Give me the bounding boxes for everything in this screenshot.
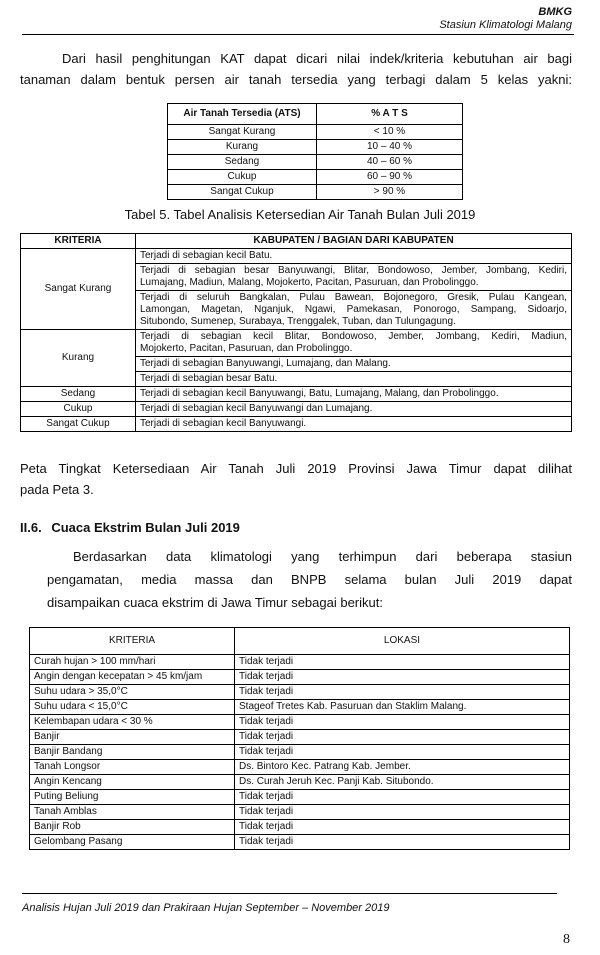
table5-cell-line: Lumajang, Madiun, Malang, Mojokerto, Pacitan, Pasuruan, dan Probolinggo. bbox=[140, 277, 479, 288]
peta-line-1: Peta Tingkat Ketersediaan Air Tanah Juli 2019 Provinsi Jawa Timur dapat dilihat bbox=[20, 461, 572, 476]
section-heading bbox=[20, 520, 240, 535]
table5-cell: Terjadi di sebagian kecil Batu. bbox=[136, 249, 572, 264]
table-row bbox=[30, 730, 570, 745]
table-row bbox=[30, 700, 570, 715]
table-row bbox=[21, 234, 572, 249]
intro-line-2: tanaman dalam bentuk persen air tanah tersedia yang terbagi dalam 5 kelas yakni: bbox=[20, 72, 572, 87]
ekstrim-lokasi-cell: Tidak terjadi bbox=[235, 790, 570, 805]
intro-paragraph bbox=[20, 48, 572, 90]
table-row bbox=[168, 140, 463, 155]
ekstrim-kriteria-cell: Curah hujan > 100 mm/hari bbox=[30, 655, 235, 670]
ats-header-percent: % A T S bbox=[317, 104, 463, 125]
ekstrim-header-lokasi: LOKASI bbox=[235, 628, 570, 655]
ats-cell: Sangat Kurang bbox=[168, 125, 317, 140]
peta-line-2: pada Peta 3. bbox=[20, 482, 94, 497]
ats-cell: Kurang bbox=[168, 140, 317, 155]
ekstrim-kriteria-cell: Angin dengan kecepatan > 45 km/jam bbox=[30, 670, 235, 685]
ats-cell: 40 – 60 % bbox=[317, 155, 463, 170]
table-row bbox=[30, 805, 570, 820]
table5-cell-line: Terjadi di seluruh Bangkalan, Pulau Bawean, Bojonegoro, Gresik, Pulau Kangean, bbox=[140, 292, 567, 303]
table-row bbox=[168, 155, 463, 170]
ekstrim-lokasi-cell: Tidak terjadi bbox=[235, 655, 570, 670]
table5-cell bbox=[136, 291, 572, 330]
ekstrim-paragraph bbox=[47, 545, 572, 614]
table-row bbox=[168, 185, 463, 200]
table5-cell: Terjadi di sebagian kecil Banyuwangi, Batu, Lumajang, Malang, dan Probolinggo. bbox=[136, 387, 572, 402]
table-row bbox=[21, 417, 572, 432]
table5-cell-line: Lamongan, Magetan, Nganjuk, Ngawi, Pamekasan, Ponorogo, Sampang, Sidoarjo, bbox=[140, 304, 567, 315]
table-row bbox=[30, 835, 570, 850]
section-number: II.6. bbox=[20, 520, 42, 535]
table5 bbox=[20, 233, 572, 432]
ekstrim-line-1: Berdasarkan data klimatologi yang terhimpun dari beberapa stasiun bbox=[73, 549, 572, 564]
table5-kriteria-sangat-kurang: Sangat Kurang bbox=[21, 249, 136, 330]
ekstrim-kriteria-cell: Suhu udara < 15,0°C bbox=[30, 700, 235, 715]
table-row bbox=[30, 790, 570, 805]
table5-cell-line: Mojokerto, Pacitan, Pasuruan, dan Probolinggo. bbox=[140, 343, 353, 354]
table-row bbox=[21, 402, 572, 417]
ekstrim-lokasi-cell: Tidak terjadi bbox=[235, 745, 570, 760]
ats-table bbox=[167, 103, 463, 200]
ekstrim-line-2: pengamatan, media massa dan BNPB selama bulan Juli 2019 dapat bbox=[47, 572, 572, 587]
ekstrim-lokasi-cell: Tidak terjadi bbox=[235, 715, 570, 730]
ekstrim-kriteria-cell: Banjir Bandang bbox=[30, 745, 235, 760]
table-row bbox=[21, 249, 572, 264]
table-row bbox=[168, 170, 463, 185]
ats-cell: Cukup bbox=[168, 170, 317, 185]
table-row bbox=[30, 745, 570, 760]
table5-cell: Terjadi di sebagian besar Batu. bbox=[136, 372, 572, 387]
table5-cell-line: Terjadi di sebagian kecil Blitar, Bondowoso, Jember, Jombang, Kediri, Madiun, bbox=[140, 331, 567, 342]
ekstrim-lokasi-cell: Tidak terjadi bbox=[235, 670, 570, 685]
footer-rule bbox=[22, 893, 557, 894]
table-row bbox=[30, 760, 570, 775]
ekstrim-lokasi-cell: Tidak terjadi bbox=[235, 820, 570, 835]
table-row bbox=[30, 820, 570, 835]
ats-cell: < 10 % bbox=[317, 125, 463, 140]
table5-kriteria-sangat-cukup: Sangat Cukup bbox=[21, 417, 136, 432]
table-row bbox=[21, 330, 572, 357]
ekstrim-lokasi-cell: Tidak terjadi bbox=[235, 835, 570, 850]
table5-header-kriteria: KRITERIA bbox=[21, 234, 136, 249]
ekstrim-kriteria-cell: Gelombang Pasang bbox=[30, 835, 235, 850]
page-number: 8 bbox=[563, 932, 570, 947]
ekstrim-kriteria-cell: Suhu udara > 35,0°C bbox=[30, 685, 235, 700]
table-row bbox=[21, 387, 572, 402]
header-rule bbox=[22, 34, 574, 35]
ekstrim-header-kriteria: KRITERIA bbox=[30, 628, 235, 655]
ekstrim-line-3: disampaikan cuaca ekstrim di Jawa Timur sebagai berikut: bbox=[47, 595, 383, 610]
ekstrim-lokasi-cell: Tidak terjadi bbox=[235, 685, 570, 700]
ekstrim-kriteria-cell: Tanah Longsor bbox=[30, 760, 235, 775]
table5-kriteria-sedang: Sedang bbox=[21, 387, 136, 402]
ats-cell: > 90 % bbox=[317, 185, 463, 200]
table5-cell bbox=[136, 264, 572, 291]
ats-cell: 60 – 90 % bbox=[317, 170, 463, 185]
ats-cell: Sangat Cukup bbox=[168, 185, 317, 200]
peta-paragraph bbox=[20, 458, 572, 500]
ekstrim-lokasi-cell: Ds. Curah Jeruh Kec. Panji Kab. Situbondo. bbox=[235, 775, 570, 790]
ekstrim-lokasi-cell: Tidak terjadi bbox=[235, 730, 570, 745]
table-row bbox=[30, 685, 570, 700]
table5-cell: Terjadi di sebagian Banyuwangi, Lumajang, dan Malang. bbox=[136, 357, 572, 372]
ekstrim-kriteria-cell: Kelembapan udara < 30 % bbox=[30, 715, 235, 730]
table5-cell-line: Terjadi di sebagian besar Banyuwangi, Blitar, Bondowoso, Jember, Jombang, Kediri, bbox=[140, 265, 567, 276]
table5-cell: Terjadi di sebagian kecil Banyuwangi dan Lumajang. bbox=[136, 402, 572, 417]
table5-kriteria-kurang: Kurang bbox=[21, 330, 136, 387]
header-org: BMKG bbox=[538, 6, 572, 18]
table5-caption: Tabel 5. Tabel Analisis Ketersedian Air Tanah Bulan Juli 2019 bbox=[124, 207, 476, 222]
ats-cell: 10 – 40 % bbox=[317, 140, 463, 155]
table-row bbox=[30, 655, 570, 670]
table-row bbox=[168, 125, 463, 140]
table-row bbox=[168, 104, 463, 125]
ekstrim-kriteria-cell: Banjir bbox=[30, 730, 235, 745]
intro-line-1: Dari hasil penghitungan KAT dapat dicari nilai indek/kriteria kebutuhan air bagi bbox=[62, 51, 572, 66]
table-row bbox=[30, 775, 570, 790]
table5-cell-line: Situbondo, Sumenep, Surabaya, Trenggalek, Tuban, dan Tulungagung. bbox=[140, 316, 456, 327]
ats-header-ats: Air Tanah Tersedia (ATS) bbox=[168, 104, 317, 125]
ekstrim-lokasi-cell: Stageof Tretes Kab. Pasuruan dan Staklim Malang. bbox=[235, 700, 570, 715]
ekstrim-kriteria-cell: Banjir Rob bbox=[30, 820, 235, 835]
table-row bbox=[30, 715, 570, 730]
table5-header-kabupaten: KABUPATEN / BAGIAN DARI KABUPATEN bbox=[136, 234, 572, 249]
ats-cell: Sedang bbox=[168, 155, 317, 170]
ekstrim-kriteria-cell: Tanah Amblas bbox=[30, 805, 235, 820]
section-title: Cuaca Ekstrim Bulan Juli 2019 bbox=[51, 520, 240, 535]
ekstrim-kriteria-cell: Angin Kencang bbox=[30, 775, 235, 790]
ekstrim-lokasi-cell: Ds. Bintoro Kec. Patrang Kab. Jember. bbox=[235, 760, 570, 775]
ekstrim-table bbox=[29, 627, 570, 850]
header-station: Stasiun Klimatologi Malang bbox=[439, 19, 572, 31]
table5-cell bbox=[136, 330, 572, 357]
table-row bbox=[30, 670, 570, 685]
table-row bbox=[30, 628, 570, 655]
table5-kriteria-cukup: Cukup bbox=[21, 402, 136, 417]
table5-cell: Terjadi di sebagian kecil Banyuwangi. bbox=[136, 417, 572, 432]
ekstrim-kriteria-cell: Puting Beliung bbox=[30, 790, 235, 805]
ekstrim-lokasi-cell: Tidak terjadi bbox=[235, 805, 570, 820]
footer-text: Analisis Hujan Juli 2019 dan Prakiraan Hujan September – November 2019 bbox=[22, 902, 390, 914]
